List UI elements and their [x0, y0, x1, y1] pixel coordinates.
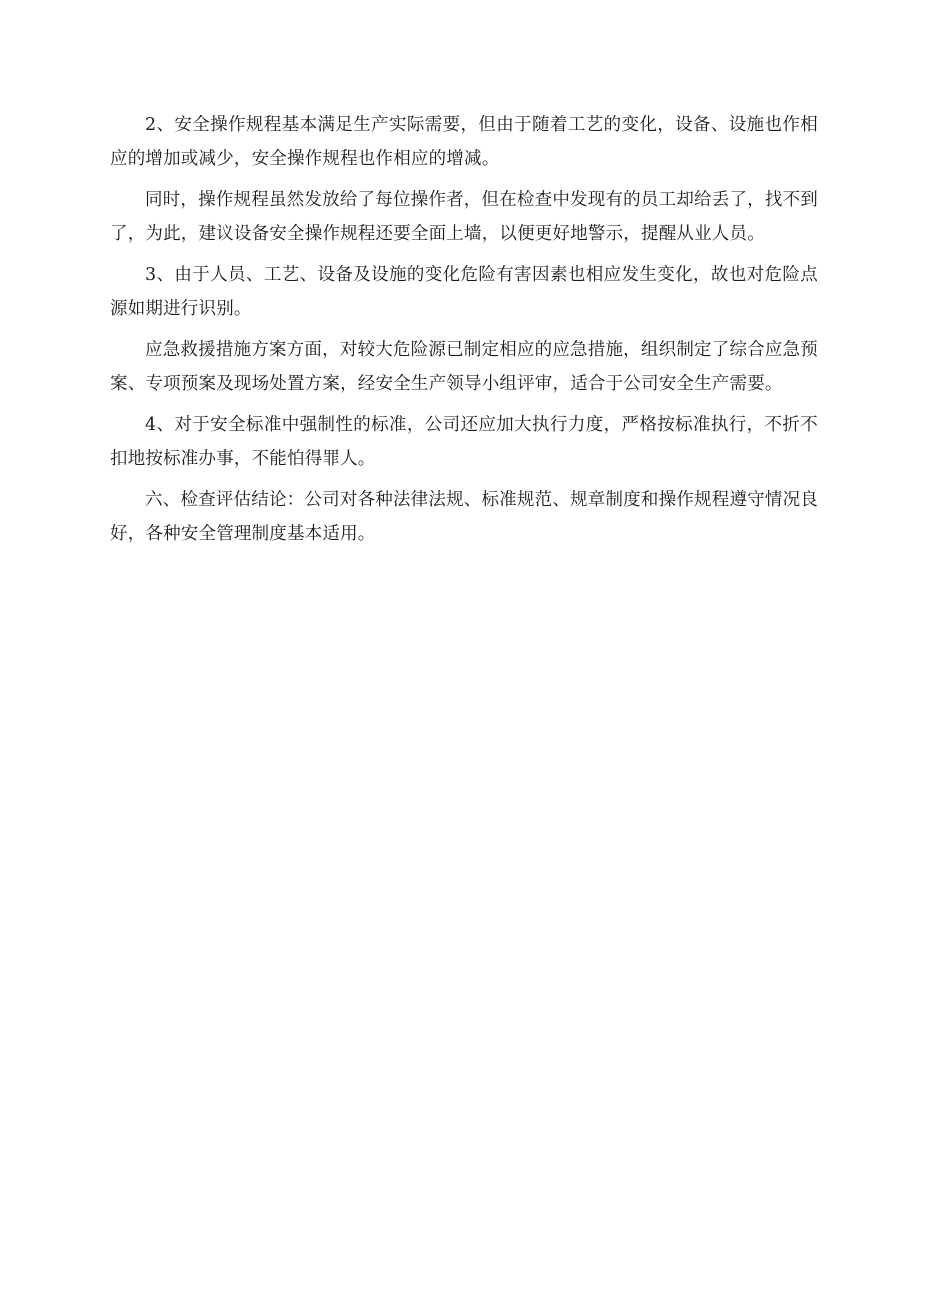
paragraph-emergency-plans: 应急救援措施方案方面，对较大危险源已制定相应的应急措施，组织制定了综合应急预案、专项预案及现场处置方案，经安全生产领导小组评审，适合于公司安全生产需要。 [110, 340, 818, 394]
paragraph-mandatory-standards: 4、对于安全标准中强制性的标准，公司还应加大执行力度，严格按标准执行，不折不扣地按标准办事，不能怕得罪人。 [110, 415, 818, 469]
paragraph-operating-procedures: 2、安全操作规程基本满足生产实际需要，但由于随着工艺的变化，设备、设施也作相应的增加或减少，安全操作规程也作相应的增减。 [110, 115, 818, 169]
paragraph-conclusion: 六、检查评估结论：公司对各种法律法规、标准规范、规章制度和操作规程遵守情况良好，各种安全管理制度基本适用。 [110, 490, 818, 544]
document-body [110, 108, 818, 558]
paragraph-procedures-posting: 同时，操作规程虽然发放给了每位操作者，但在检查中发现有的员工却给丢了，找不到了，为此，建议设备安全操作规程还要全面上墙，以便更好地警示，提醒从业人员。 [110, 190, 818, 244]
paragraph-hazard-identification: 3、由于人员、工艺、设备及设施的变化危险有害因素也相应发生变化，故也对危险点源如期进行识别。 [110, 265, 818, 319]
